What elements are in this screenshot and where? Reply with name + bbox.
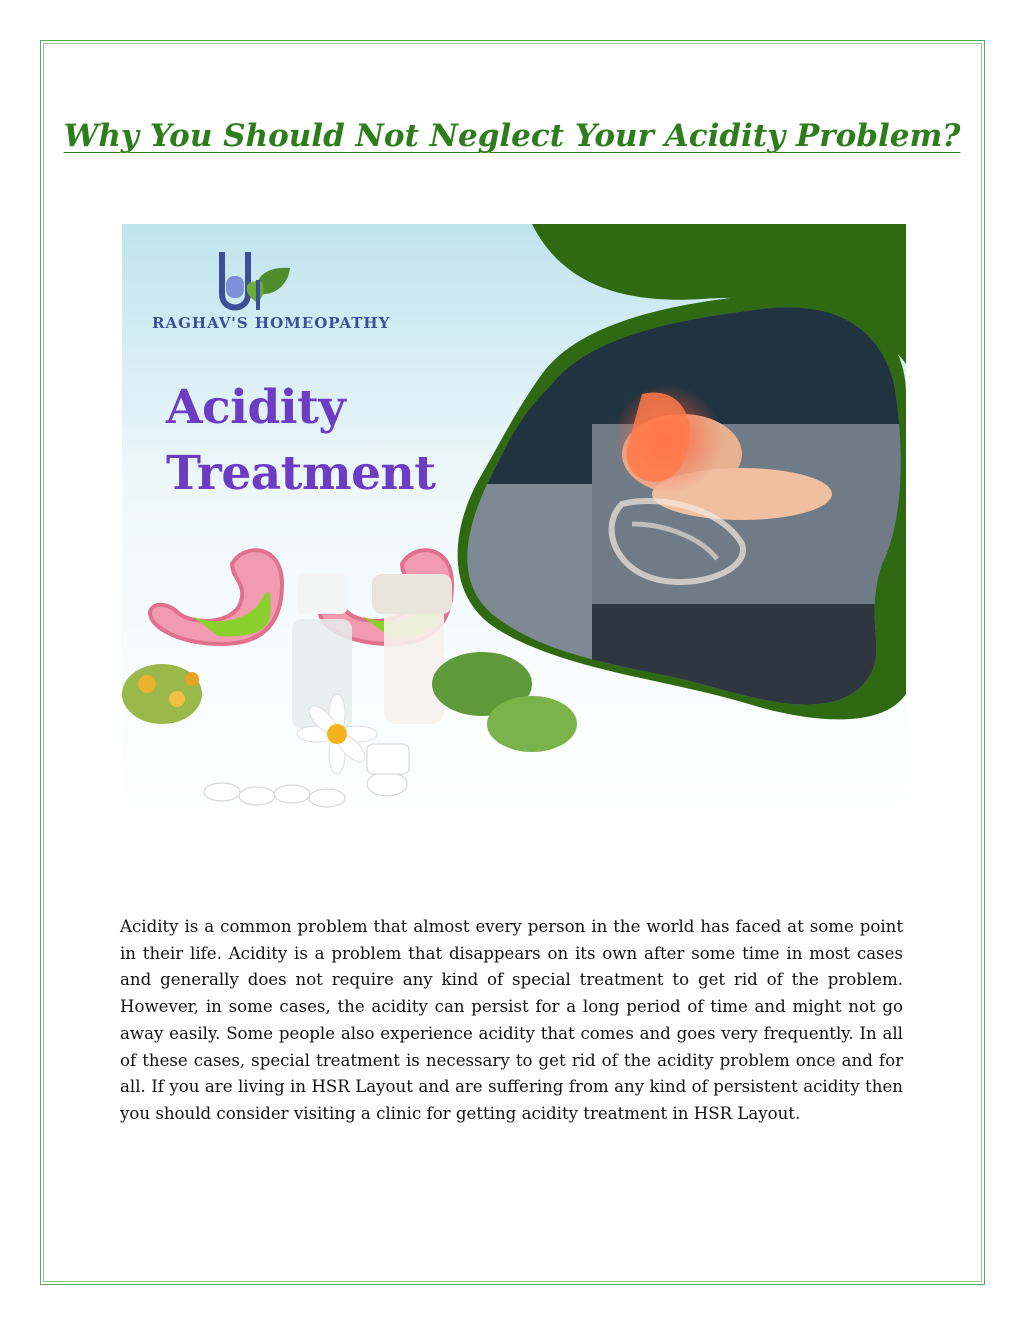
page-title: Why You Should Not Neglect Your Acidity Problem? [63, 118, 961, 154]
acidity-treatment-banner-image [122, 224, 906, 812]
banner-headline-line1: Acidity [166, 380, 346, 435]
body-paragraph: Acidity is a common problem that almost every person in the world has faced at some point in their life. Acidity is a problem that disappears on its own after some time in most cases and generally does not require any kind of special treatment to get rid of the problem. However, in some cases, the acidity can persist for a long period of time and might not go away easily. Some people also experience acidity that comes and goes very frequently. In all of these cases, special treatment is necessary to get rid of the acidity problem once and for all. If you are living in HSR Layout and are suffering from any kind of persistent acidity then you should consider visiting a clinic for getting acidity treatment in HSR Layout. [120, 917, 903, 1123]
banner-headline-line2: Treatment [166, 446, 436, 501]
banner-illustration [122, 224, 906, 812]
brand-name: RAGHAV'S HOMEOPATHY [152, 314, 391, 332]
